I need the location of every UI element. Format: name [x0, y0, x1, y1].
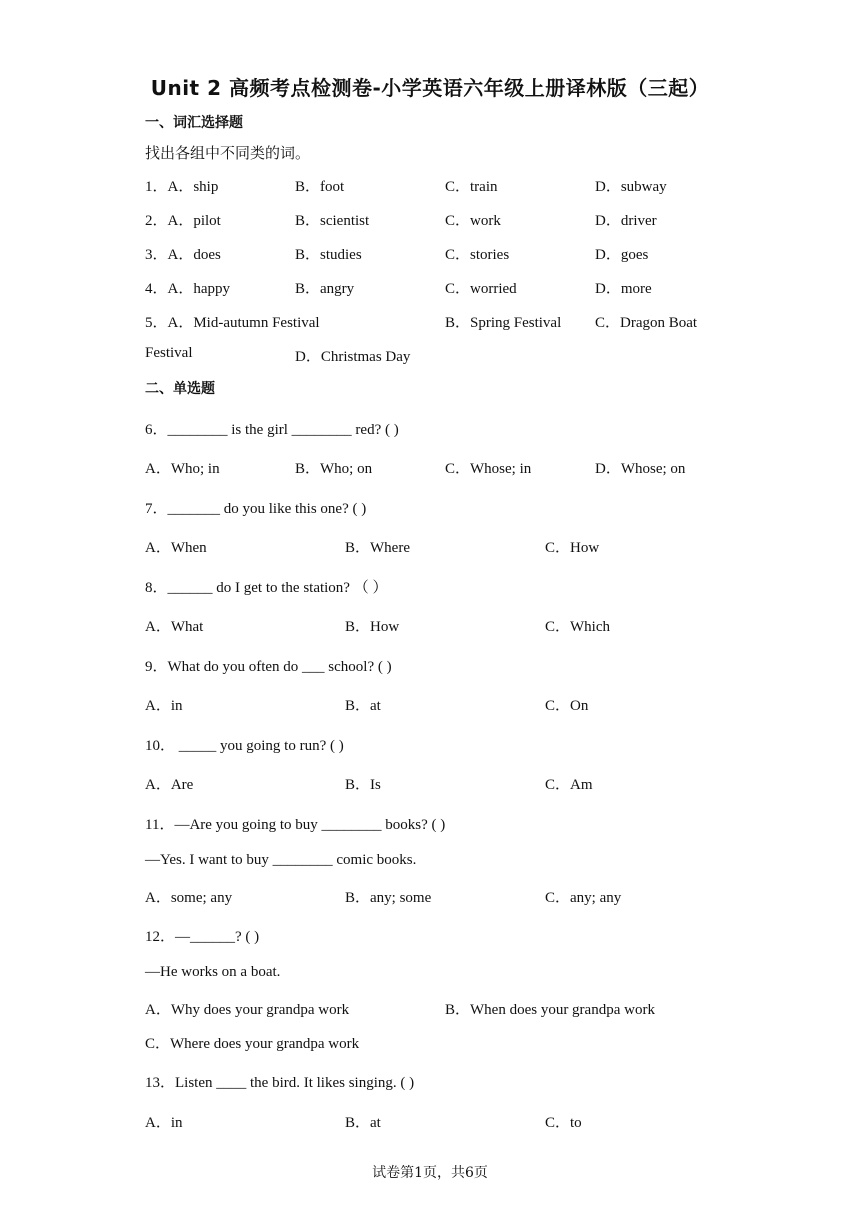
q1-option-c: C．train [445, 179, 498, 195]
q8-option-b: B．How [345, 619, 400, 635]
q7-option-c: C．How [545, 540, 600, 556]
q6-option-c: C．Whose; in [445, 461, 532, 477]
q13-option-c: C．to [545, 1115, 582, 1131]
q11-line2: —Yes. I want to buy ________ comic books. [145, 852, 417, 868]
question-row-3 [0, 243, 860, 265]
section1-instruction: 找出各组中不同类的词。 [145, 144, 311, 162]
q9-option-a: A．in [145, 698, 183, 714]
q11-option-c: C．any; any [545, 890, 622, 906]
q1-option-a: 1．A．ship [145, 179, 219, 195]
question-row-4 [0, 277, 860, 299]
q9-option-b: B．at [345, 698, 381, 714]
q10-option-b: B．Is [345, 777, 381, 793]
q10-option-a: A．Are [145, 777, 194, 793]
q11-options [0, 886, 860, 908]
q13-text: 13．Listen ____ the bird. It likes singing. ( ) [145, 1075, 415, 1091]
q4-option-d: D．more [595, 281, 652, 297]
q5-option-a: 5．A．Mid-autumn Festival [145, 315, 320, 331]
page-footer: 试卷第1页，共6页 [372, 1165, 488, 1181]
q6-option-a: A．Who; in [145, 461, 220, 477]
q7-options [0, 536, 860, 558]
question-row-5-cont [0, 345, 860, 367]
question-row-5 [0, 311, 860, 333]
q2-option-c: C．work [445, 213, 501, 229]
q13-option-a: A．in [145, 1115, 183, 1131]
q1-option-b: B．foot [295, 179, 345, 195]
q6-options [0, 457, 860, 479]
q5-option-b: B．Spring Festival [445, 315, 562, 331]
q1-option-d: D．subway [595, 179, 667, 195]
question-row-1 [0, 175, 860, 197]
q13-options [0, 1111, 860, 1133]
q12-line2: —He works on a boat. [145, 964, 281, 980]
q3-option-a: 3．A．does [145, 247, 221, 263]
q5-option-c: C．Dragon Boat [595, 315, 698, 331]
q5-option-d: D．Christmas Day [295, 349, 411, 365]
q7-option-a: A．When [145, 540, 207, 556]
q12-option-a: A．Why does your grandpa work [145, 1002, 350, 1018]
q12-option-b: B．When does your grandpa work [445, 1002, 655, 1018]
q8-option-c: C．Which [545, 619, 610, 635]
q8-options [0, 615, 860, 637]
q13-option-b: B．at [345, 1115, 381, 1131]
q3-option-b: B．studies [295, 247, 362, 263]
q8-option-a: A．What [145, 619, 204, 635]
q11-option-b: B．any; some [345, 890, 432, 906]
q12-options-row2 [0, 1032, 860, 1054]
q9-text: 9．What do you often do ___ school? ( ) [145, 659, 392, 675]
q6-option-d: D．Whose; on [595, 461, 686, 477]
q6-text: 6．________ is the girl ________ red? ( ) [145, 422, 399, 438]
q3-option-d: D．goes [595, 247, 649, 263]
q12-text: 12．—______? ( ) [145, 929, 260, 945]
section1-heading: 一、词汇选择题 [145, 115, 243, 131]
section2-heading: 二、单选题 [145, 381, 215, 397]
page-title: Unit 2 高频考点检测卷-小学英语六年级上册译林版（三起） [150, 76, 710, 100]
q8-text: 8．______ do I get to the station? （ ） [145, 580, 388, 596]
q4-option-c: C．worried [445, 281, 517, 297]
q7-option-b: B．Where [345, 540, 410, 556]
q10-option-c: C．Am [545, 777, 593, 793]
q5-option-c-cont: Festival [145, 345, 193, 361]
q3-option-c: C．stories [445, 247, 510, 263]
q11-text: 11．—Are you going to buy ________ books? ( ) [145, 817, 446, 833]
q7-text: 7．_______ do you like this one? ( ) [145, 501, 367, 517]
q2-option-b: B．scientist [295, 213, 370, 229]
q4-option-a: 4．A．happy [145, 281, 231, 297]
q10-text: 10． _____ you going to run? ( ) [145, 738, 344, 754]
q2-option-d: D．driver [595, 213, 657, 229]
q6-option-b: B．Who; on [295, 461, 373, 477]
q4-option-b: B．angry [295, 281, 355, 297]
q9-options [0, 694, 860, 716]
question-row-2 [0, 209, 860, 231]
q12-options-row1 [0, 998, 860, 1020]
q2-option-a: 2．A．pilot [145, 213, 221, 229]
q11-option-a: A．some; any [145, 890, 233, 906]
q12-option-c: C．Where does your grandpa work [145, 1036, 360, 1052]
q9-option-c: C．On [545, 698, 589, 714]
q10-options [0, 773, 860, 795]
